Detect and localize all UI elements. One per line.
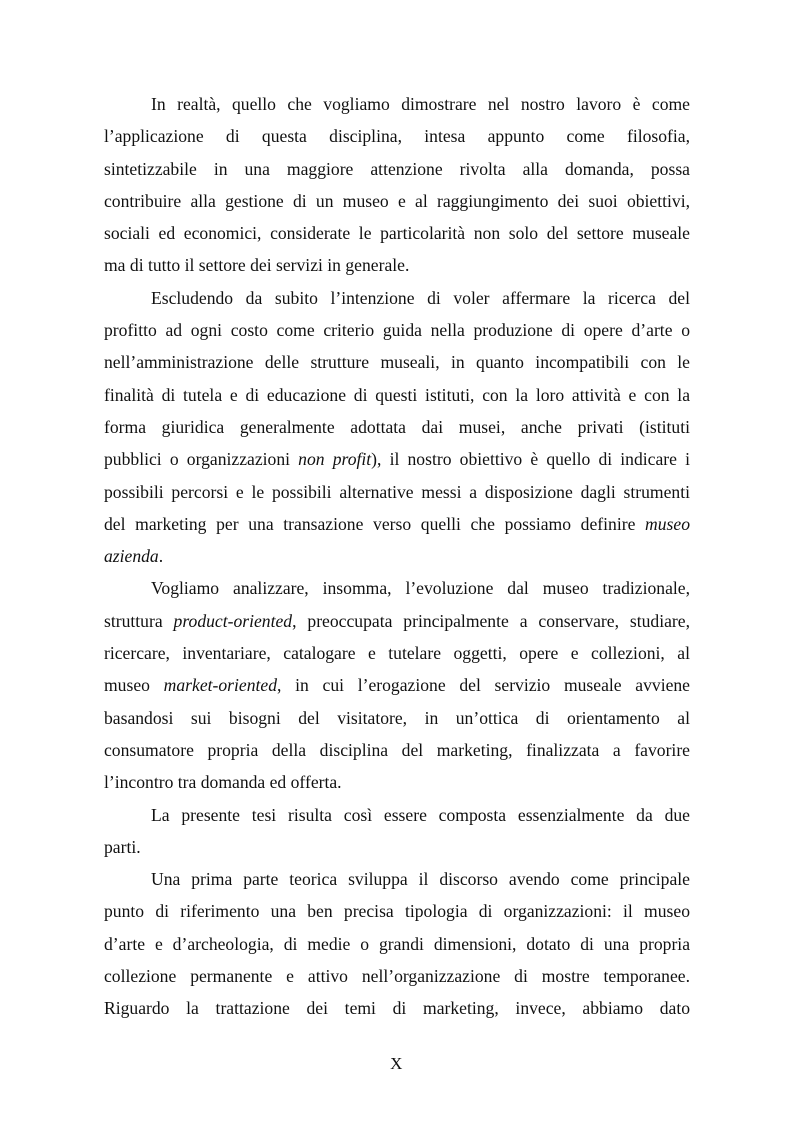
text-line — [104, 605, 690, 637]
text-line — [104, 282, 690, 314]
text-run: ), il nostro obiettivo è quello di indicare i — [371, 449, 690, 470]
text-run: struttura — [104, 610, 174, 631]
text-run: del marketing per una transazione verso quelli che possiamo definire — [104, 513, 646, 534]
text-run: Una prima parte teorica sviluppa il discorso avendo come principale — [151, 869, 690, 890]
text-run: profitto ad ogni costo come criterio guida nella produzione di opere d’arte o — [104, 320, 690, 341]
text-line — [104, 185, 690, 217]
text-line — [104, 476, 690, 508]
text-line — [104, 379, 690, 411]
text-run: ricercare, inventariare, catalogare e tutelare oggetti, opere e collezioni, al — [104, 643, 690, 664]
text-run: finalità di tutela e di educazione di questi istituti, con la loro attività e con la — [104, 384, 690, 405]
document-body — [104, 88, 690, 1025]
text-line — [104, 895, 690, 927]
text-run: parti. — [104, 836, 141, 857]
text-run: basandosi sui bisogni del visitatore, in un’ottica di orientamento al — [104, 707, 690, 728]
text-line — [104, 153, 690, 185]
text-line — [104, 637, 690, 669]
paragraph — [104, 88, 690, 282]
text-line — [104, 669, 690, 701]
text-line — [104, 960, 690, 992]
paragraph — [104, 282, 690, 573]
italic-term: museo — [645, 513, 690, 534]
text-line — [104, 799, 690, 831]
page-number: X — [390, 1054, 403, 1073]
text-run: forma giuridica generalmente adottata dai musei, anche privati (istituti — [104, 416, 690, 437]
text-run: Riguardo la trattazione dei temi di marketing, invece, abbiamo dato — [104, 998, 690, 1019]
text-run: punto di riferimento una ben precisa tipologia di organizzazioni: il museo — [104, 901, 690, 922]
text-run: l’incontro tra domanda ed offerta. — [104, 772, 342, 793]
text-run: collezione permanente e attivo nell’organizzazione di mostre temporanee. — [104, 966, 690, 987]
text-line — [104, 217, 690, 249]
text-line — [104, 572, 690, 604]
text-line — [104, 88, 690, 120]
text-run: l’applicazione di questa disciplina, intesa appunto come filosofia, — [104, 126, 690, 147]
paragraph — [104, 799, 690, 864]
italic-term: market-oriented — [163, 675, 278, 696]
text-run: Escludendo da subito l’intenzione di voler affermare la ricerca del — [151, 287, 690, 308]
paragraph — [104, 863, 690, 1024]
text-line — [104, 411, 690, 443]
text-run: consumatore propria della disciplina del marketing, finalizzata a favorire — [104, 739, 690, 760]
text-line — [104, 734, 690, 766]
text-run: pubblici o organizzazioni — [104, 449, 299, 470]
text-run: . — [158, 546, 164, 567]
text-run: museo — [104, 675, 164, 696]
text-run: In realtà, quello che vogliamo dimostrare nel nostro lavoro è come — [151, 94, 690, 114]
italic-term: azienda — [104, 546, 159, 567]
text-line — [104, 346, 690, 378]
text-line — [104, 702, 690, 734]
text-run: , in cui l’erogazione del servizio museale avviene — [277, 675, 690, 696]
text-run: sociali ed economici, considerate le particolarità non solo del settore museale — [104, 223, 690, 244]
text-line — [104, 443, 690, 475]
text-run: sintetizzabile in una maggiore attenzione rivolta alla domanda, possa — [104, 158, 690, 179]
text-run: possibili percorsi e le possibili alternative messi a disposizione dagli strumenti — [104, 481, 690, 502]
text-run: contribuire alla gestione di un museo e al raggiungimento dei suoi obiettivi, — [104, 190, 690, 211]
paragraph — [104, 572, 690, 798]
text-line — [104, 508, 690, 540]
text-run: nell’amministrazione delle strutture museali, in quanto incompatibili con le — [104, 352, 690, 373]
text-line — [104, 928, 690, 960]
text-line — [104, 831, 690, 863]
text-run: , preoccupata principalmente a conservare, studiare, — [292, 610, 690, 631]
text-run: La presente tesi risulta così essere composta essenzialmente da due — [151, 804, 690, 825]
text-run: ma di tutto il settore dei servizi in generale. — [104, 255, 410, 276]
text-line — [104, 766, 690, 798]
text-line — [104, 992, 690, 1024]
text-run: d’arte e d’archeologia, di medie o grandi dimensioni, dotato di una propria — [104, 933, 690, 954]
text-line — [104, 314, 690, 346]
italic-term: product-oriented — [173, 610, 293, 631]
text-line — [104, 863, 690, 895]
italic-term: non profit — [298, 449, 372, 470]
text-line — [104, 249, 690, 281]
text-line — [104, 120, 690, 152]
text-line — [104, 540, 690, 572]
text-run: Vogliamo analizzare, insomma, l’evoluzione dal museo tradizionale, — [151, 578, 690, 599]
